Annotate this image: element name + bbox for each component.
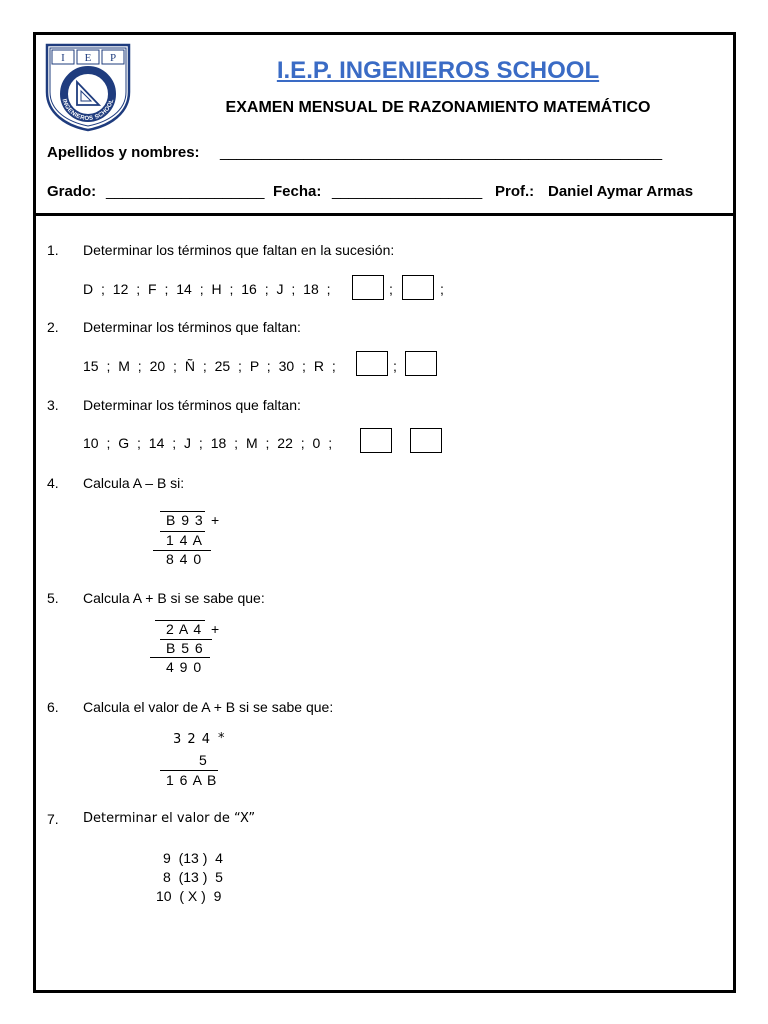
logo-letter-p: P xyxy=(109,52,117,64)
school-title: I.E.P. INGENIEROS SCHOOL xyxy=(276,57,600,84)
fecha-blank: __________________ xyxy=(332,183,483,200)
pattern-row: 9 (13 ) 4 xyxy=(163,850,223,866)
answer-box xyxy=(352,275,384,300)
sum-line xyxy=(150,657,210,658)
answer-box xyxy=(410,428,442,453)
question-text: Calcula el valor de A + B si se sabe que: xyxy=(83,699,334,715)
question-number: 1. xyxy=(47,242,59,258)
question-number: 7. xyxy=(47,811,59,827)
operator: + xyxy=(211,512,221,528)
exam-subtitle: EXAMEN MENSUAL DE RAZONAMIENTO MATEMÁTICO xyxy=(225,99,651,116)
operation-row: 1 4 A xyxy=(166,532,203,548)
question-text: Determinar los términos que faltan: xyxy=(83,397,301,413)
school-logo xyxy=(44,42,132,132)
separator: ; xyxy=(393,358,397,374)
pattern-row: 8 (13 ) 5 xyxy=(163,869,223,885)
sequence: D ; 12 ; F ; 14 ; H ; 16 ; J ; 18 ; xyxy=(83,281,331,297)
answer-box xyxy=(405,351,437,376)
separator: ; xyxy=(389,281,393,297)
operation-result: 1 6 A B xyxy=(166,772,218,788)
separator: ; xyxy=(440,281,444,297)
logo-ring-text: INGENIEROS SCHOOL xyxy=(60,98,116,123)
header-divider xyxy=(33,213,736,216)
nombres-blank: _____________________________________________________ xyxy=(220,144,663,161)
nombres-label: Apellidos y nombres: xyxy=(47,144,200,161)
operation-row: B 5 6 xyxy=(166,640,204,656)
prof-label: Prof.: xyxy=(495,183,535,200)
answer-box xyxy=(360,428,392,453)
question-text: Determinar los términos que faltan: xyxy=(83,319,301,335)
question-text: Calcula A + B si se sabe que: xyxy=(83,590,265,606)
operation-row: 5 xyxy=(199,752,208,768)
grado-blank: ___________________ xyxy=(106,183,265,200)
question-number: 2. xyxy=(47,319,59,335)
question-number: 3. xyxy=(47,397,59,413)
sequence: 10 ; G ; 14 ; J ; 18 ; M ; 22 ; 0 ; xyxy=(83,435,333,451)
question-text: Calcula A – B si: xyxy=(83,475,185,491)
operation-row: 2 A 4 xyxy=(166,621,203,637)
operator: + xyxy=(211,621,221,637)
operation-result: 8 4 0 xyxy=(166,551,203,567)
operation-row: 3 2 4 xyxy=(173,732,212,747)
exam-border xyxy=(33,32,736,993)
operation-row: B 9 3 xyxy=(166,512,204,528)
pattern-row: 10 ( X ) 9 xyxy=(156,888,222,904)
logo-letter-e: E xyxy=(84,52,92,64)
operator: * xyxy=(218,731,226,746)
grado-label: Grado: xyxy=(47,183,97,200)
fecha-label: Fecha: xyxy=(273,183,322,200)
question-number: 5. xyxy=(47,590,59,606)
question-text: Determinar los términos que faltan en la sucesión: xyxy=(83,242,395,258)
question-number: 4. xyxy=(47,475,59,491)
question-number: 6. xyxy=(47,699,59,715)
question-text: Determinar el valor de “X” xyxy=(83,811,256,826)
answer-box xyxy=(356,351,388,376)
logo-letter-i: I xyxy=(61,52,65,64)
operation-result: 4 9 0 xyxy=(166,659,203,675)
sequence: 15 ; M ; 20 ; Ñ ; 25 ; P ; 30 ; R ; xyxy=(83,358,336,374)
product-line xyxy=(160,770,218,771)
answer-box xyxy=(402,275,434,300)
prof-name: Daniel Aymar Armas xyxy=(548,183,694,200)
